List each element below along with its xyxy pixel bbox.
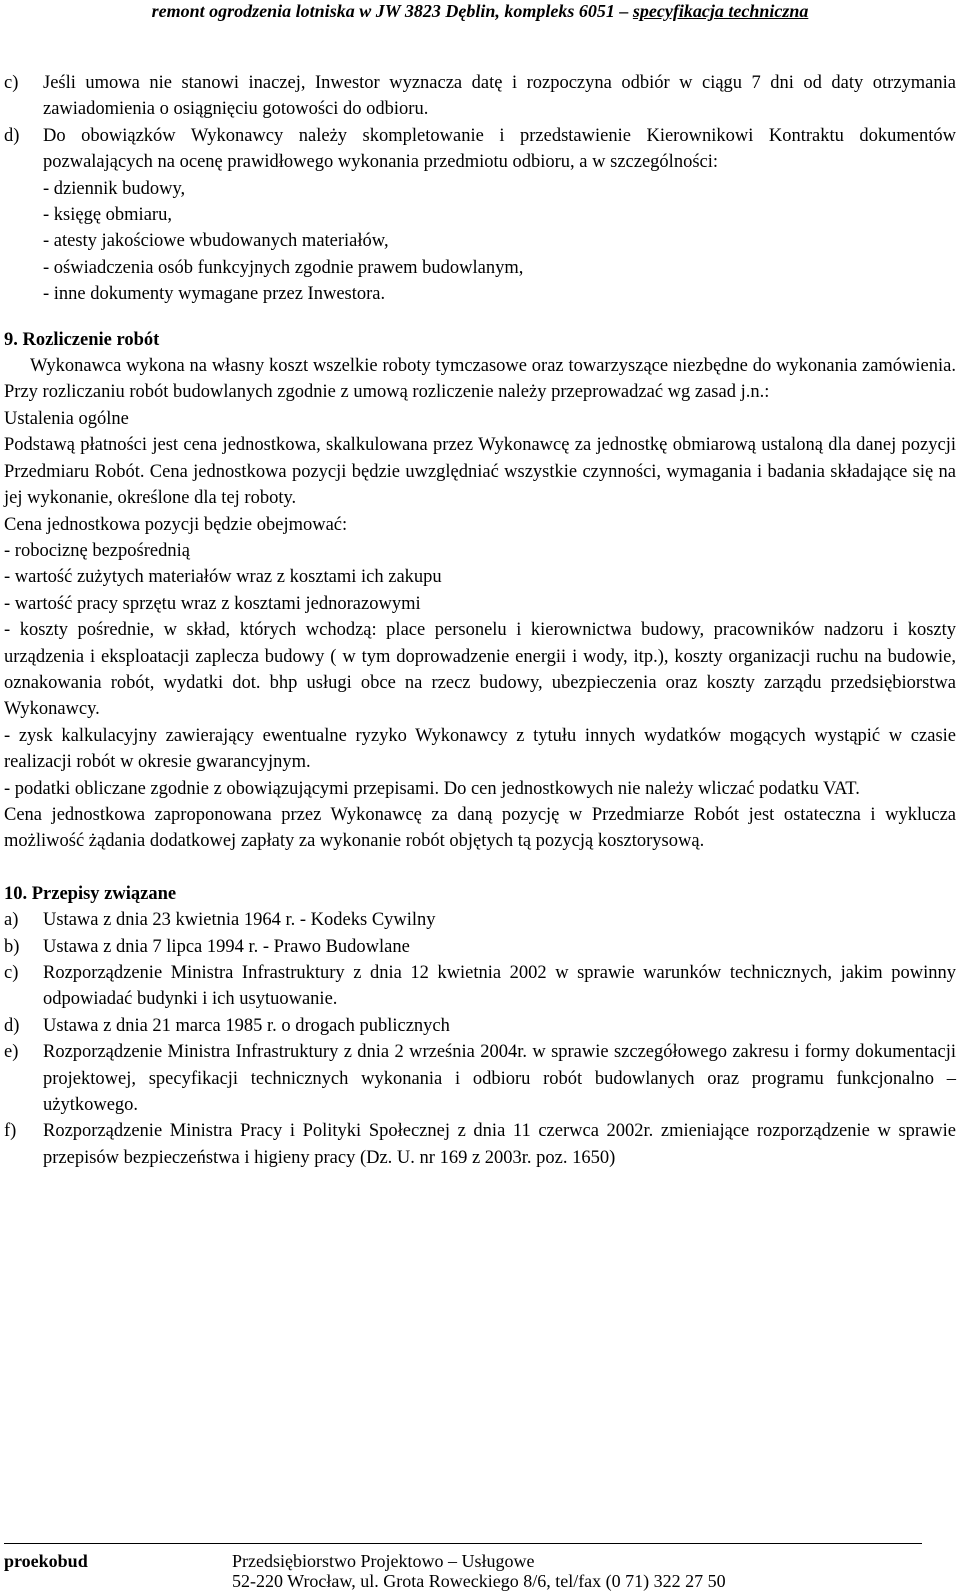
list-marker: b) xyxy=(4,936,20,957)
list-marker: a) xyxy=(4,910,19,931)
footer-divider xyxy=(4,1543,922,1544)
doc-line: - dziennik budowy, xyxy=(43,178,186,199)
list-text: Ustawa z dnia 23 kwietnia 1964 r. - Kodeks Cywilny xyxy=(43,910,436,931)
doc-line: - oświadczenia osób funkcyjnych zgodnie prawem budowlanym, xyxy=(43,257,524,278)
document-body xyxy=(4,70,956,1171)
list-body xyxy=(43,123,956,308)
regulation-item xyxy=(4,1118,956,1171)
spacer xyxy=(4,855,956,881)
doc-line: - atesty jakościowe wbudowanych materiałów, xyxy=(43,231,389,252)
cost-component: - koszty pośrednie, w skład, których wchodzą: place personelu i kierownictwa budowy, pracowników nadzoru i koszty urządzenia i eksploatacji zaplecza budowy ( w tym doprowadzenie energii i wody, itp.), koszty organizacji ruchu na budowie, oznakowania robót, wydatki dot. bhp usługi obce na rzecz budowy, ubezpieczenia oraz koszty zarządu przedsiębiorstwa Wykonawcy. xyxy=(4,620,956,720)
section-9-intro: Wykonawca wykona na własny koszt wszelkie roboty tymczasowe oraz towarzyszące niezbędne do wykonania zamówienia. Przy rozliczaniu robót budowlanych zgodnie z umową rozliczenie należy przeprowadzać wg zasad j.n.: xyxy=(4,356,956,403)
list-item-d xyxy=(4,123,956,308)
list-marker: f) xyxy=(4,1121,17,1142)
list-text: Jeśli umowa nie stanowi inaczej, Inwestor wyznacza datę i rozpoczyna odbiór w ciągu 7 dni od daty otrzymania zawiadomienia o osiągnięciu gotowości do odbioru. xyxy=(43,73,956,120)
section-9-paragraph: Podstawą płatności jest cena jednostkowa, skalkulowana przez Wykonawcę za jednostkę obmiarową ustaloną dla danej pozycji Przedmiaru Robót. Cena jednostkowa pozycji będzie uwzględniać wszystkie czynności, wymagania i badania składające się na jej wykonanie, określone dla tej roboty. xyxy=(4,435,956,509)
cost-component: - wartość zużytych materiałów wraz z kosztami ich zakupu xyxy=(4,567,442,588)
section-9-subheading: Ustalenia ogólne xyxy=(4,408,129,429)
section-10-heading: 10. Przepisy związane xyxy=(4,883,177,904)
list-text: Rozporządzenie Ministra Infrastruktury z dnia 12 kwietnia 2002 w sprawie warunków technicznych, jakim powinny odpowiadać budynki i ich usytuowanie. xyxy=(43,963,956,1010)
doc-line: - inne dokumenty wymagane przez Inwestora. xyxy=(43,284,386,305)
cost-component: - podatki obliczane zgodnie z obowiązującymi przepisami. Do cen jednostkowych nie należy wliczać podatku VAT. xyxy=(4,778,860,799)
list-text: Ustawa z dnia 7 lipca 1994 r. - Prawo Budowlane xyxy=(43,936,410,957)
regulation-item xyxy=(4,934,956,960)
footer-brand: proekobud xyxy=(4,1551,88,1571)
section-9-heading: 9. Rozliczenie robót xyxy=(4,329,160,350)
footer-address: 52-220 Wrocław, ul. Grota Roweckiego 8/6, tel/fax (0 71) 322 27 50 xyxy=(232,1571,726,1591)
list-marker: d) xyxy=(4,125,20,146)
header-spec: specyfikacja techniczna xyxy=(632,1,809,21)
list-marker: e) xyxy=(4,1042,19,1063)
list-marker: c) xyxy=(4,963,19,983)
page-header xyxy=(0,0,960,24)
regulation-item xyxy=(4,1013,956,1039)
cost-component: - wartość pracy sprzętu wraz z kosztami jednorazowymi xyxy=(4,593,421,614)
doc-line: - księgę obmiaru, xyxy=(43,205,172,226)
spacer xyxy=(4,308,956,327)
regulation-item xyxy=(4,907,956,933)
footer-company: Przedsiębiorstwo Projektowo – Usługowe xyxy=(232,1551,535,1571)
page-footer xyxy=(4,1550,956,1591)
header-title: remont ogrodzenia lotniska w JW 3823 Dęblin, kompleks 6051 – xyxy=(151,1,633,21)
list-text: Rozporządzenie Ministra Pracy i Polityki Społecznej z dnia 11 czerwca 2002r. zmieniające rozporządzenie w sprawie przepisów bezpieczeństwa i higieny pracy (Dz. U. nr 169 z 2003r. poz. 1650) xyxy=(43,1121,956,1168)
list-text: Ustawa z dnia 21 marca 1985 r. o drogach publicznych xyxy=(43,1015,450,1036)
section-9-paragraph: Cena jednostkowa zaproponowana przez Wykonawcę za daną pozycję w Przedmiarze Robót jest ostateczna i wyklucza możliwość żądania dodatkowej zapłaty za wykonanie robót objętych tą pozycją kosztorysową. xyxy=(4,804,956,852)
list-text: Do obowiązków Wykonawcy należy skompletowanie i przedstawienie Kierownikowi Kontraktu dokumentów pozwalających na ocenę prawidłowego wykonania przedmiotu odbioru, a w szczególności: xyxy=(43,125,956,173)
regulation-item xyxy=(4,960,956,1013)
list-marker: c) xyxy=(4,73,19,93)
list-marker: d) xyxy=(4,1015,20,1036)
section-9-paragraph: Cena jednostkowa pozycji będzie obejmować: xyxy=(4,514,348,535)
cost-component: - robociznę bezpośrednią xyxy=(4,540,190,561)
cost-component: - zysk kalkulacyjny zawierający ewentualne ryzyko Wykonawcy z tytułu innych wydatków mogących wystąpić w czasie realizacji robót w okresie gwarancyjnym. xyxy=(4,725,956,773)
list-text: Rozporządzenie Ministra Infrastruktury z dnia 2 września 2004r. w sprawie szczegółowego zakresu i formy dokumentacji projektowej, specyfikacji technicznych wykonania i odbioru robót budowlanych oraz programu funkcjonalno – użytkowego. xyxy=(43,1042,956,1116)
regulation-item xyxy=(4,1039,956,1118)
list-item-c xyxy=(4,70,956,123)
